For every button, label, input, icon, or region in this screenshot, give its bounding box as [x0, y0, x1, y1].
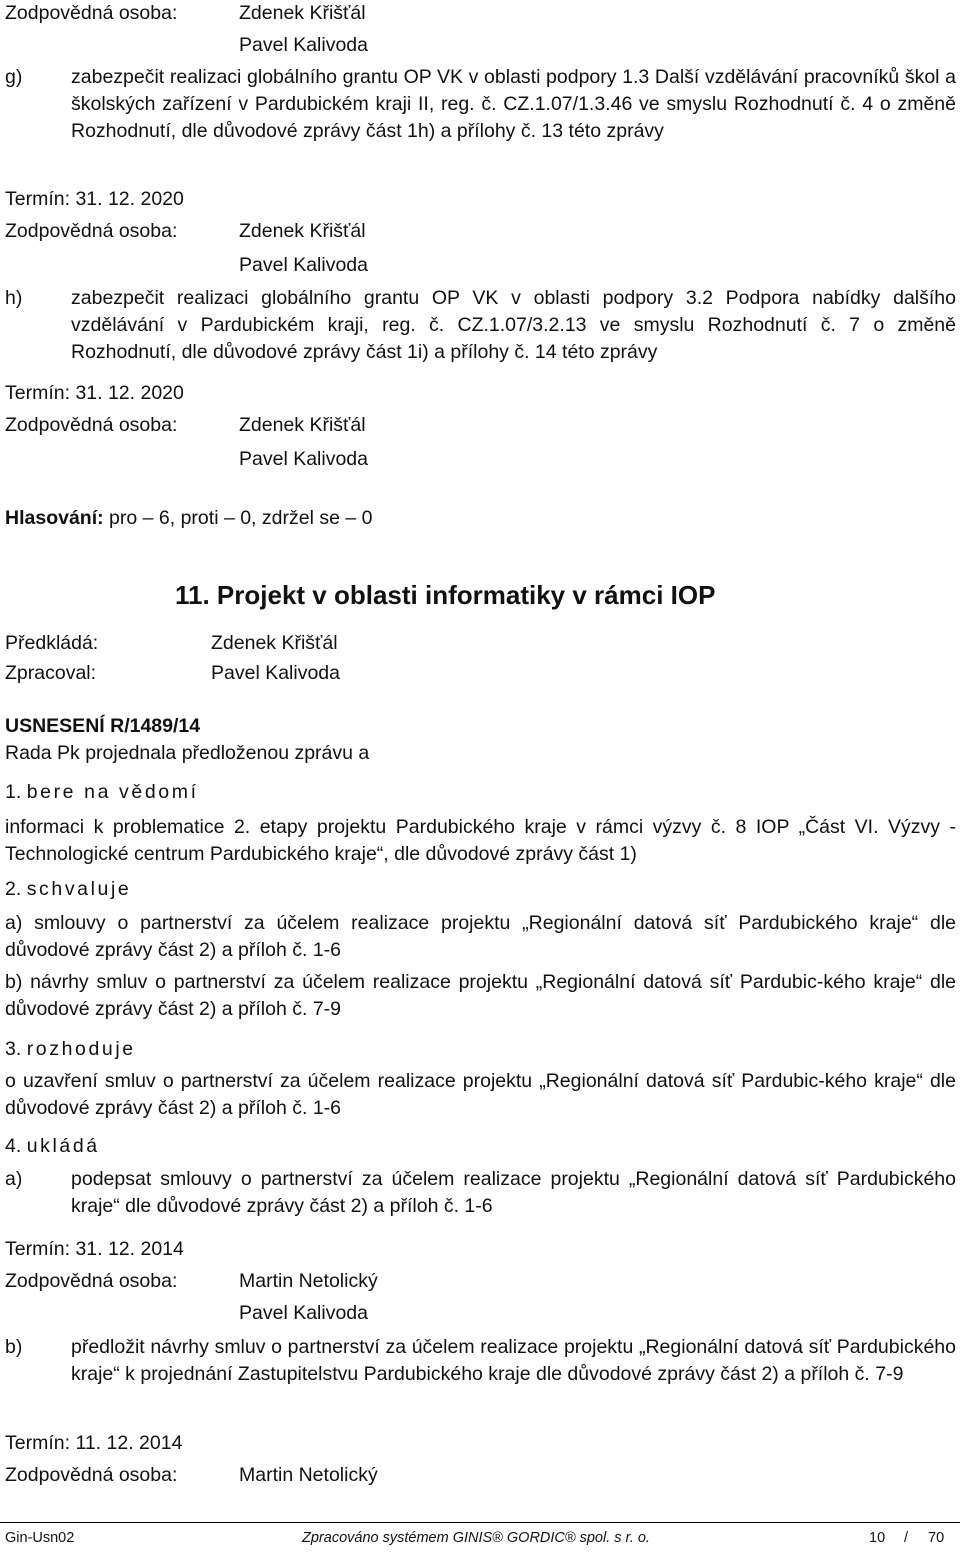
presenter-label: Předkládá: — [5, 632, 99, 654]
responsible-person: Pavel Kalivoda — [239, 34, 368, 56]
item-text: podepsat smlouvy o partnerství za účelem realizace projektu „Regionální datová síť Pardubického kraje“ dle důvodové zprávy část 2) a příloh č. 1-6 — [71, 1168, 956, 1217]
responsible-label: Zodpovědná osoba: — [5, 1270, 178, 1292]
responsible-person: Pavel Kalivoda — [239, 254, 368, 276]
vote-line — [5, 505, 372, 532]
responsible-label: Zodpovědná osoba: — [5, 414, 178, 436]
presenter-name: Zdenek Křišťál — [211, 632, 338, 654]
vote-label: Hlasování: — [5, 507, 104, 529]
responsible-person: Zdenek Křišťál — [239, 2, 366, 24]
clause-number: 2. — [5, 878, 22, 900]
deadline — [5, 1236, 184, 1263]
clause-text: b) návrhy smluv o partnerství za účelem realizace projektu „Regionální datová síť Pardubic-kého kraje“ dle důvodové zprávy část 2) a příloh č. 7-9 — [5, 971, 956, 1020]
responsible-person: Zdenek Křišťál — [239, 220, 366, 242]
responsible-person: Martin Netolický — [239, 1270, 378, 1292]
item-marker: a) — [5, 1168, 23, 1190]
deadline-label: Termín: — [5, 188, 71, 210]
clause-number: 4. — [5, 1135, 22, 1157]
clause-verb: bere na vědomí — [26, 781, 199, 803]
deadline-label: Termín: — [5, 382, 71, 404]
footer-system: Zpracováno systémem GINIS® GORDIC® spol. s r. o. — [302, 1530, 650, 1546]
clause-verb: rozhoduje — [26, 1038, 136, 1060]
processor-label: Zpracoval: — [5, 662, 97, 684]
item-marker: b) — [5, 1336, 23, 1358]
clause-verb: ukládá — [26, 1135, 100, 1157]
clause-number: 1. — [5, 781, 22, 803]
deadline — [5, 1430, 182, 1457]
item-marker: h) — [5, 287, 23, 309]
responsible-person: Zdenek Křišťál — [239, 414, 366, 436]
deadline-label: Termín: — [5, 1238, 71, 1260]
responsible-person: Pavel Kalivoda — [239, 448, 368, 470]
resolution-title: USNESENÍ R/1489/14 — [5, 715, 201, 737]
clause-verb: schvaluje — [26, 878, 132, 900]
processor-name: Pavel Kalivoda — [211, 662, 340, 684]
page-footer — [0, 1522, 960, 1553]
clause-heading — [5, 779, 199, 806]
clause-text: o uzavření smluv o partnerství za účelem realizace projektu „Regionální datová síť Pardubic-kého kraje“ dle důvodové zprávy část 2) a příloh č. 1-6 — [5, 1070, 956, 1119]
responsible-person: Martin Netolický — [239, 1464, 378, 1486]
vote-result: pro – 6, proti – 0, zdržel se – 0 — [109, 507, 373, 529]
footer-doc-code: Gin-Usn02 — [5, 1530, 75, 1546]
clause-text: informaci k problematice 2. etapy projektu Pardubického kraje v rámci výzvy č. 8 IOP „Část VI. Výzvy - Technologické centrum Pardubického kraje“, dle důvodové zprávy část 1) — [5, 816, 956, 865]
footer-page-total: 70 — [928, 1530, 945, 1546]
responsible-label: Zodpovědná osoba: — [5, 2, 178, 24]
deadline — [5, 380, 184, 407]
item-text: zabezpečit realizaci globálního grantu OP VK v oblasti podpory 1.3 Další vzdělávání pracovníků škol a školských zařízení v Pardubickém kraji II, reg. č. CZ.1.07/1.3.46 ve smyslu Rozhodnutí č. 4 o změně Rozhodnutí, dle důvodové zprávy část 1h) a přílohy č. 13 této zprávy — [71, 66, 956, 142]
clause-heading — [5, 1036, 136, 1063]
responsible-label: Zodpovědná osoba: — [5, 220, 178, 242]
clause-heading — [5, 876, 131, 903]
deadline — [5, 186, 184, 213]
deadline-label: Termín: — [5, 1432, 71, 1454]
footer-page-number: 10 — [869, 1530, 886, 1546]
responsible-person: Pavel Kalivoda — [239, 1302, 368, 1324]
item-text: zabezpečit realizaci globálního grantu OP VK v oblasti podpory 3.2 Podpora nabídky dalšího vzdělávání v Pardubickém kraji, reg. č. CZ.1.07/3.2.13 ve smyslu Rozhodnutí č. 7 o změně Rozhodnutí, dle důvodové zprávy část 1i) a přílohy č. 14 této zprávy — [71, 287, 956, 363]
deadline-date: 31. 12. 2020 — [75, 382, 184, 404]
footer-page-separator: / — [904, 1530, 909, 1546]
clause-number: 3. — [5, 1038, 22, 1060]
item-text: předložit návrhy smluv o partnerství za účelem realizace projektu „Regionální datová síť Pardubického kraje“ k projednání Zastupitelstvu Pardubického kraje dle důvodové zprávy část 2) a příloh č. 7-9 — [71, 1336, 956, 1385]
clause-text: a) smlouvy o partnerství za účelem realizace projektu „Regionální datová síť Pardubického kraje“ dle důvodové zprávy část 2) a příloh č. 1-6 — [5, 912, 956, 961]
section-title: 11. Projekt v oblasti informatiky v rámci IOP — [175, 580, 716, 610]
item-marker: g) — [5, 66, 23, 88]
resolution-intro: Rada Pk projednala předloženou zprávu a — [5, 742, 370, 764]
deadline-date: 31. 12. 2020 — [75, 188, 184, 210]
responsible-label: Zodpovědná osoba: — [5, 1464, 178, 1486]
deadline-date: 31. 12. 2014 — [75, 1238, 184, 1260]
clause-heading — [5, 1133, 100, 1160]
deadline-date: 11. 12. 2014 — [75, 1432, 183, 1454]
